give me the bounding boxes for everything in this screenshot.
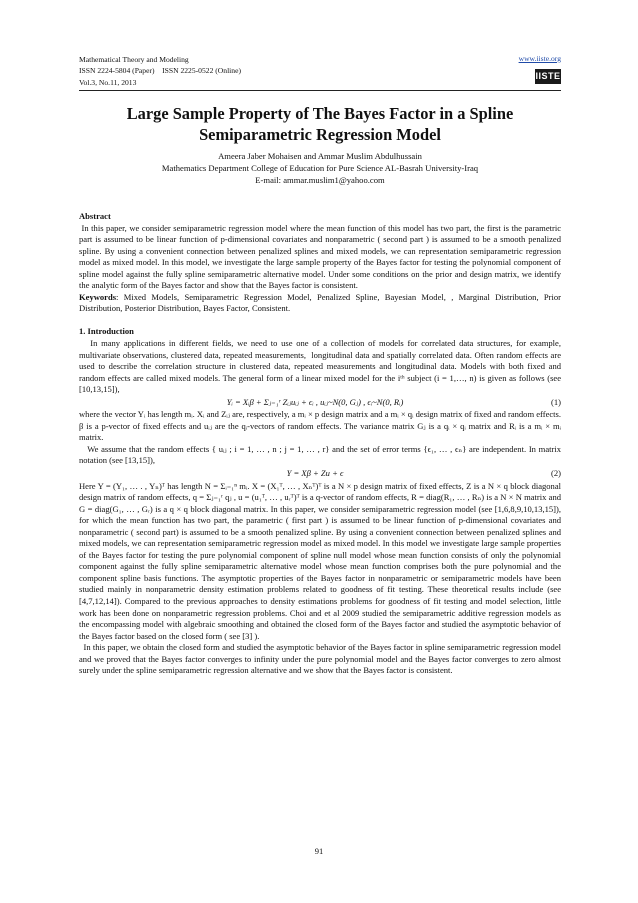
equation-2-number: (2) (551, 467, 561, 478)
author-email: E-mail: ammar.muslim1@yahoo.com (255, 175, 385, 185)
author-block (79, 150, 561, 186)
intro-paragraph-3: We assume that the random effects { uᵢⱼ ; i = 1, … , n ; j = 1, … , r} and the set of error terms {ϵ₁, … , ϵₙ} are independent. In matrix notation (see [13,15]), (79, 443, 564, 466)
paper-title: Large Sample Property of The Bayes Factor in a Spline Semiparametric Regression Model (126, 104, 514, 144)
author-names: Ameera Jaber Mohaisen and Ammar Muslim Abdulhussain (218, 151, 422, 161)
header-divider (79, 90, 561, 91)
intro-paragraph-4: Here Y = (Y₁, … . , Yₙ)ᵀ has length N = Σᵢ₌₁ⁿ mᵢ. X = (X₁ᵀ, … , Xₙᵀ)ᵀ is a N × p design matrix of fixed effects, Z is a N × q block diagonal design matrix of random effects, q = Σⱼ₌₁ʳ qⱼ , u = (u₁ᵀ, … , uᵣᵀ)ᵀ is a q-vector of random effects, R = diag(R₁, … , Rₙ) is a N × N matrix and G = diag(G₁, … , Gᵣ) is a q × q block diagonal matrix. In this paper, we consider semiparametric regression model (see [1,6,8,9,10,13,15]), for which the mean function has two part, the parametric ( first part ) is assumed to be linear function of p-dimensional covariates and nonparametric ( second part) is assumed to be a smooth penalized spline. By using a convenient connection between penalized splines and mixed models, we can representation semiparametric regression model as mixed model. In this model we investigate large sample properties of the Bayes factor for testing the pure polynomial component of spline null model whose mean function consists of only the polynomial component against the fully spline semiparametric alternative model whose mean function comprises both the pure polynomial and the component spline basis functions. The asymptotic properties of the Bayes factor in nonparametric or semiparametric models have been studied mainly in nonparametric density estimation problems related to goodness of fit testing. These theoretical results include (see [4,7,12,14]). Compared to the previous approaches to density estimations problems for goodness of fit testing and model selection, little work has been done on nonparametric regression problems. Choi and et al 2009 studied the semiparametric additive regression models as the encompassing model with algebraic smoothing and obtained the closed form of the Bayes factor and studied the asymptotic behavior of the Bayes factor based on the closed form ( see [3] ). (79, 480, 561, 641)
journal-header (79, 54, 561, 88)
author-affiliation: Mathematics Department College of Education for Pure Science AL-Basrah University-Iraq (161, 163, 479, 173)
volume-line: Vol.3, No.11, 2013 (79, 77, 137, 87)
equation-2 (79, 468, 561, 480)
paper-body (79, 211, 564, 677)
equation-2-formula: Y = Xβ + Zu + ϵ (286, 467, 344, 478)
issn-line: ISSN 2224-5804 (Paper) ISSN 2225-0522 (Online) (79, 66, 241, 76)
iiste-logo: IISTE (535, 69, 561, 84)
intro-paragraph-2: where the vector Yᵢ has length mᵢ. Xᵢ and Zᵢⱼ are, respectively, a mᵢ × p design matrix and a mᵢ × qᵢ design matrix of fixed and random effects. β is a p-vector of fixed effects and uᵢⱼ are the qᵢ-vectors of random effects. The variance matrix Gⱼ is a qᵢ × qᵢ matrix and Rᵢ is a mᵢ × mᵢ matrix. (79, 409, 561, 443)
journal-name: Mathematical Theory and Modeling (79, 55, 189, 64)
keywords-text: : Mixed Models, Semiparametric Regression Model, Penalized Spline, Bayesian Model, , Marginal Distribution, Prior Distribution, Posterior Distribution, Bayes Factor, Consistent. (79, 291, 561, 314)
intro-paragraph-1: In many applications in different fields, we need to use one of a collection of models for correlated data structures, for example, multivariate observations, clustered data, repeated measurements, longitudinal data and spatially correlated data. Often random effects are used to describe the correlation structure in clustered data, repeated measurements and longitudinal data. Models with both fixed and random effects are called mixed models. The general form of a linear mixed model for the iᵗʰ subject (i = 1,…, n) is given as follows (see [10,13,15]), (79, 337, 564, 395)
keywords-line (79, 292, 561, 315)
page-number: 91 (314, 846, 324, 856)
abstract-text: In this paper, we consider semiparametric regression model where the mean function of this model has two part, the first is the parametric part is assumed to be linear function of p-dimensional covariates and nonparametric ( second part ) is assumed to be a smooth penalized spline. By using a convenient connection between penalized splines and mixed models, we can representation semiparametric regression model as mixed model. In this model, we investigate the large sample property of the Bayes factor for testing the polynomial component of spline model against the fully spline semiparametric alternative model. Under some conditions on the prior and design matrix, we identify the analytic form of the Bayes factor and show that the Bayes factor is consistent. (79, 222, 564, 291)
keywords-label: Keywords (79, 291, 117, 302)
journal-website-link[interactable]: www.iiste.org (518, 54, 561, 63)
equation-1-formula: Yᵢ = Xᵢβ + Σⱼ₌₁ʳ Zᵢⱼuᵢⱼ + ϵᵢ , uᵢⱼ~N(0, Gⱼ) , ϵᵢ~N(0, Rᵢ) (226, 396, 404, 407)
introduction-heading: 1. Introduction (79, 326, 134, 337)
equation-1 (79, 397, 561, 409)
intro-paragraph-5: In this paper, we obtain the closed form and studied the asymptotic behavior of the Bayes factor in spline semiparametric regression model and we proved that the Bayes factor converges to infinity under the pure polynomial model and the Bayes factor converges to zero almost surely under the spline semiparametric regression alternative and we show that the Bayes factor is consistent. (79, 642, 564, 676)
equation-1-number: (1) (551, 396, 561, 407)
abstract-heading: Abstract (79, 211, 111, 221)
